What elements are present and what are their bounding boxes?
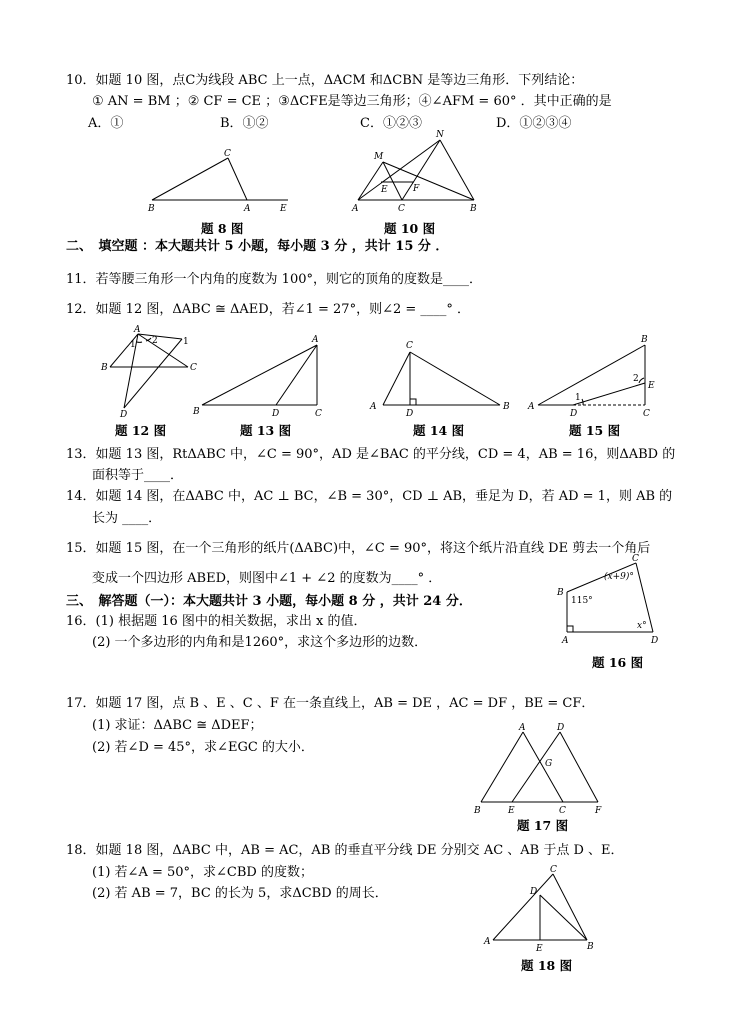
fig14-label-d: D [406,409,414,419]
fig10-label-c: C [398,204,405,214]
fig15-label-a: A [528,402,535,412]
fig12-angle-2: 2 [152,336,158,346]
fig15-label-e: E [648,381,655,391]
q14-line2: 长为 ____． [92,511,162,526]
fig17-label-c: C [559,806,566,816]
fig15-label-b: B [641,335,648,345]
fig16-caption: 题 16 图 [592,655,644,670]
q10-option-c: C．①②③ [360,116,422,131]
fig15-label-d: D [570,409,578,419]
q16-line1: 16．(1) 根据题 16 图中的相关数据，求出 x 的值． [66,614,367,629]
q18-line2: (1) 若∠A = 50°，求∠CBD 的度数； [92,865,313,880]
fig16-angle-115: 115° [571,596,593,606]
figure-14 [383,352,500,405]
fig14-label-a: A [370,402,377,412]
fig8-caption: 题 8 图 [201,221,244,236]
fig10-caption: 题 10 图 [384,221,436,236]
fig8-label-b: B [148,204,155,214]
q10-line1: 10．如题 10 图，点C为线段 ABC 上一点，ΔACM 和ΔCBN 是等边三角形．下列结论： [66,73,584,88]
fig10-label-n: N [436,130,444,140]
q17-line2: (1) 求证：ΔABC ≅ ΔDEF； [92,718,263,733]
fig12-angle-1: 1 [130,340,136,350]
figure-17 [481,732,598,802]
q18-line1: 18．如题 18 图，ΔABC 中，AB = AC，AB 的垂直平分线 DE 分别交 AC 、AB 于点 D 、E． [66,843,624,858]
fig15-label-c: C [643,409,650,419]
fig8-label-c: C [224,149,231,159]
fig17-label-a: A [519,723,526,733]
q17-line3: (2) 若∠D = 45°，求∠EGC 的大小． [92,740,314,755]
fig13-caption: 题 13 图 [240,423,292,438]
q17-line1: 17．如题 17 图，点 B 、E 、C 、F 在一条直线上，AB = DE ，AC = DF ，BE = CF． [66,696,595,711]
figure-12 [110,334,188,408]
figure-13 [202,345,317,405]
fig17-label-g: G [545,759,553,769]
fig16-label-b: B [557,588,564,598]
q13-line2: 面积等于____． [92,468,184,483]
fig14-label-c: C [406,341,413,351]
fig16-angle-x9: (x+9)° [604,572,634,582]
fig18-label-d: D [530,887,538,897]
fig12-label-c: C [190,363,197,373]
q18-line3: (2) 若 AB = 7，BC 的长为 5，求ΔCBD 的周长． [92,886,388,901]
q10-option-b: B．①② [220,116,269,131]
fig15-angle-1: 1 [575,393,581,403]
fig16-label-a: A [562,636,569,646]
figure-15 [538,345,645,405]
q15-line1: 15．如题 15 图，在一个三角形的纸片(ΔABC)中，∠C = 90°，将这个纸片沿直线 DE 剪去一个角后 [66,541,651,556]
fig12-label-d: D [120,410,128,420]
fig17-label-f: F [595,806,602,816]
fig18-label-b: B [587,942,594,952]
fig12-label-b: B [101,363,108,373]
fig18-caption: 题 18 图 [521,958,573,973]
section2-heading: 二、 填空题 ：本大题共计 5 小题，每小题 3 分 ，共计 15 分 ． [66,239,449,254]
q16-line2: (2) 一个多边形的内角和是1260°，求这个多边形的边数． [92,635,428,650]
fig12-label-1-right: 1 [183,337,189,347]
q10-option-d: D．①②③④ [496,116,572,131]
fig10-label-a: A [352,204,359,214]
section3-heading: 三、 解答题（一）：本大题共计 3 小题，每小题 8 分 ，共计 24 分． [66,594,472,609]
q13-line1: 13．如题 13 图，RtΔABC 中，∠C = 90°，AD 是∠BAC 的平分线，CD = 4，AB = 16，则ΔABD 的 [66,447,676,462]
figure-18 [493,874,587,940]
fig16-label-d: D [651,636,659,646]
fig10-label-b: B [470,204,477,214]
fig10-label-m: M [374,152,384,162]
fig18-label-a: A [484,937,491,947]
fig18-label-e: E [536,944,543,954]
fig14-caption: 题 14 图 [413,423,465,438]
fig10-label-e: E [381,185,388,195]
fig16-label-c: C [632,554,639,564]
fig12-label-a: A [134,325,141,335]
q11-text: 11．若等腰三角形一个内角的度数为 100°，则它的顶角的度数是____． [66,272,482,287]
q10-option-a: A．① [88,116,124,131]
fig15-caption: 题 15 图 [569,423,621,438]
q15-line2: 变成一个四边形 ABED，则图中∠1 + ∠2 的度数为____° ． [92,571,442,586]
q10-line2: ① AN = BM ；② CF = CE ；③ΔCFE是等边三角形；④∠AFM = 60° ．其中正确的是 [92,94,612,109]
fig13-label-d: D [272,409,280,419]
fig13-label-c: C [315,409,322,419]
q12-text: 12．如题 12 图，ΔABC ≅ ΔAED，若∠1 = 27°，则∠2 = ____° ． [66,302,471,317]
fig13-label-b: B [193,407,200,417]
fig14-label-b: B [503,402,510,412]
fig13-label-a: A [312,335,319,345]
q14-line1: 14．如题 14 图，在ΔABC 中，AC ⊥ BC，∠B = 30°，CD ⊥ AB，垂足为 D，若 AD = 1，则 AB 的 [66,489,673,504]
fig17-label-b: B [474,806,481,816]
fig17-caption: 题 17 图 [517,818,569,833]
fig17-label-e: E [508,806,515,816]
figure-8 [152,158,288,200]
fig8-label-e: E [280,204,287,214]
fig10-label-f: F [413,184,420,194]
fig15-angle-2: 2 [633,374,639,384]
fig8-label-a: A [244,204,251,214]
fig12-caption: 题 12 图 [115,423,167,438]
fig16-angle-x: x° [637,621,647,631]
fig17-label-d: D [557,723,565,733]
fig18-label-c: C [550,865,557,875]
